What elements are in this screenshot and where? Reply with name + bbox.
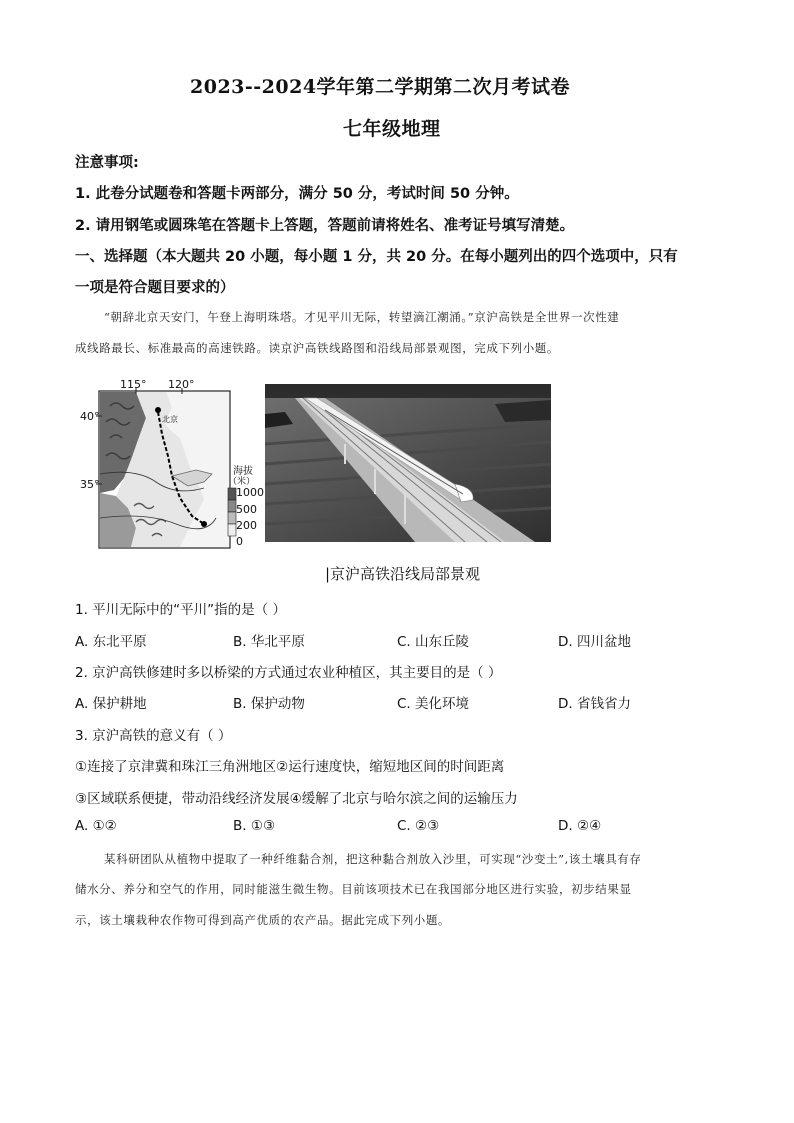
- question-3-stem: 3. 京沪高铁的意义有（ ）: [75, 728, 232, 744]
- question-3-statement-line-2: ③区域联系便捷，带动沿线经济发展④缓解了北京与哈尔滨之间的运输压力: [75, 791, 518, 807]
- map-city-label-beijing: 北京: [162, 415, 178, 424]
- map-legend-value-1000: 1000: [236, 486, 264, 499]
- question-2-stem: 2. 京沪高铁修建时多以桥梁的方式通过农业种植区，其主要目的是（ ）: [75, 665, 502, 681]
- passage-2-line-2: 储水分、养分和空气的作用，同时能滋生微生物。目前该项技术已在我国部分地区进行实验，初步结果显: [75, 882, 632, 896]
- exam-title: 2023--2024学年第二学期第二次月考试卷: [190, 76, 571, 98]
- question-1-option-a[interactable]: A. 东北平原: [75, 634, 147, 650]
- railway-route-map: [76, 378, 266, 554]
- passage-1-line-2: 成线路最长、标准最高的高速铁路。读京沪高铁线路图和沿线局部景观图，完成下列小题。: [75, 341, 559, 355]
- map-lon-120: 120°: [168, 378, 195, 391]
- notes-item-1: 1. 此卷分试题卷和答题卡两部分，满分 50 分，考试时间 50 分钟。: [75, 186, 519, 202]
- photo-graphic: [265, 384, 551, 542]
- notes-item-2: 2. 请用钢笔或圆珠笔在答题卡上答题，答题前请将姓名、准考证号填写清楚。: [75, 218, 575, 234]
- question-2-option-d[interactable]: D. 省钱省力: [558, 696, 631, 712]
- figure-caption: |京沪高铁沿线局部景观: [325, 565, 481, 583]
- map-lat-35: 35°: [80, 478, 100, 491]
- map-legend-value-500: 500: [236, 503, 257, 516]
- passage-1-line-1: “朝辞北京天安门，午登上海明珠塔。才见平川无际，转望滴江潮涌。”京沪高铁是全世界一次性建: [104, 310, 620, 324]
- exam-subtitle: 七年级地理: [343, 118, 441, 140]
- question-1-option-d[interactable]: D. 四川盆地: [558, 634, 631, 650]
- question-3-statement-line-1: ①连接了京津冀和珠江三角洲地区②运行速度快，缩短地区间的时间距离: [75, 759, 505, 775]
- question-1-option-b[interactable]: B. 华北平原: [233, 634, 305, 650]
- section-heading-line-1: 一、选择题（本大题共 20 小题，每小题 1 分，共 20 分。在每小题列出的四个选项中，只有: [75, 249, 678, 265]
- question-1-stem: 1. 平川无际中的“平川”指的是（ ）: [75, 602, 286, 618]
- question-2-option-c[interactable]: C. 美化环境: [397, 696, 470, 712]
- question-3-option-d[interactable]: D. ②④: [558, 818, 602, 834]
- railway-landscape-photo: [265, 384, 551, 542]
- map-lon-115: 115°: [120, 378, 147, 391]
- map-legend-unit: （米）: [228, 477, 256, 487]
- question-3-option-a[interactable]: A. ①②: [75, 818, 117, 834]
- map-legend-title: 海拔: [233, 466, 253, 477]
- map-legend-value-0: 0: [236, 535, 243, 548]
- question-3-option-b[interactable]: B. ①③: [233, 818, 276, 834]
- question-1-option-c[interactable]: C. 山东丘陵: [397, 634, 470, 650]
- map-lat-40: 40°: [80, 410, 100, 423]
- question-3-option-c[interactable]: C. ②③: [397, 818, 440, 834]
- question-2-option-a[interactable]: A. 保护耕地: [75, 696, 147, 712]
- question-2-option-b[interactable]: B. 保护动物: [233, 696, 305, 712]
- notes-heading: 注意事项:: [75, 155, 139, 171]
- map-legend-value-200: 200: [236, 519, 257, 532]
- section-heading-line-2: 一项是符合题目要求的）: [75, 280, 235, 296]
- passage-2-line-3: 示，该土壤栽种农作物可得到高产优质的农产品。据此完成下列小题。: [75, 913, 451, 927]
- passage-2-line-1: 某科研团队从植物中提取了一种纤维黏合剂，把这种黏合剂放入沙里，可实现“沙变土”,该土壤具有存: [104, 852, 642, 866]
